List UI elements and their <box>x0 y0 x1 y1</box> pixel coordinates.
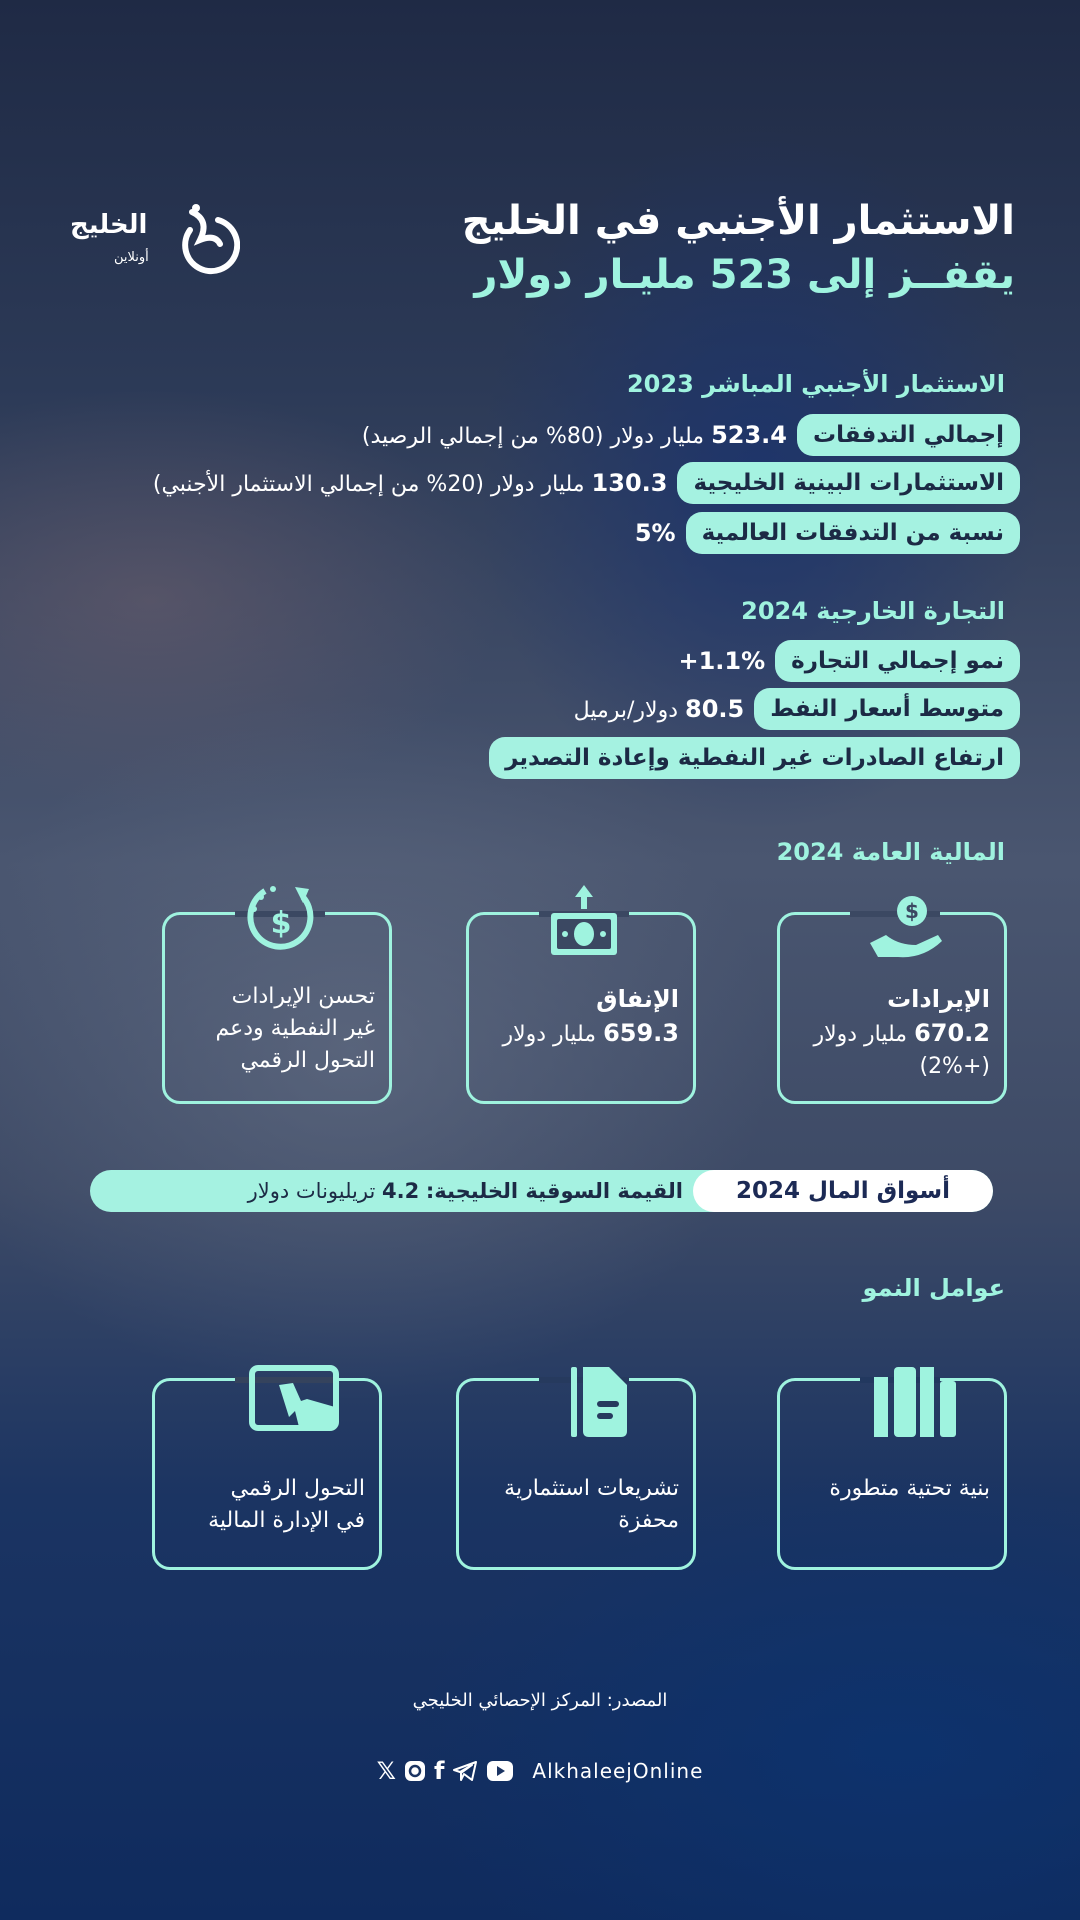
trade-row-label: نمو إجمالي التجارة <box>775 640 1020 682</box>
growth-card <box>456 1378 696 1570</box>
title-line1: الاستثمار الأجنبي في الخليج <box>461 198 1015 244</box>
card-title: الإنفاق <box>596 985 679 1013</box>
market-text <box>248 1170 683 1212</box>
finance-card-spending <box>466 912 696 1104</box>
fdi-row-text: مليار دولار (20% من إجمالي الاستثمار الأجنبي) <box>152 472 585 497</box>
finance-card-text <box>813 983 990 1083</box>
trade-heading: التجارة الخارجية 2024 <box>741 597 1005 625</box>
market-unit: تريليونات دولار <box>247 1179 376 1203</box>
trade-row-label: ارتفاع الصادرات غير النفطية وإعادة التصدير <box>489 737 1020 779</box>
brand-logo <box>70 200 240 280</box>
market-label: أسواق المال 2024 <box>693 1170 993 1212</box>
x-icon[interactable]: 𝕏 <box>376 1757 396 1785</box>
document-icon <box>571 1367 635 1437</box>
trade-row-value: +1.1% <box>678 647 766 675</box>
card-line: محفزة <box>618 1508 679 1533</box>
card-value: 670.2 <box>914 1019 990 1047</box>
fdi-row-value: 523.4 <box>711 421 787 449</box>
growth-card-text <box>829 1473 990 1505</box>
social-bar <box>0 1757 1080 1785</box>
market-text-label: القيمة السوقية الخليجية: <box>425 1179 683 1203</box>
growth-card-text <box>208 1473 365 1537</box>
growth-card-text <box>504 1473 679 1537</box>
card-line: في الإدارة المالية <box>208 1508 365 1533</box>
title-line2: يقفــز إلى 523 مليـار دولار <box>474 252 1015 298</box>
card-title: الإيرادات <box>887 985 990 1013</box>
trade-row <box>678 640 1020 682</box>
trade-row-label: متوسط أسعار النفط <box>754 688 1020 730</box>
card-line: التحول الرقمي <box>240 1048 375 1073</box>
finance-heading: المالية العامة 2024 <box>776 838 1005 866</box>
finance-card-text <box>215 981 375 1077</box>
brand-sub: أونلاين <box>114 250 149 265</box>
card-line: التحول الرقمي <box>230 1476 365 1501</box>
svg-text:$: $ <box>905 899 919 923</box>
card-extra: (+2%) <box>919 1054 990 1079</box>
fdi-row-label: إجمالي التدفقات <box>797 414 1020 456</box>
fdi-row-text: مليار دولار (80% من إجمالي الرصيد) <box>361 424 705 449</box>
finance-card-nonoil <box>162 906 392 1104</box>
fdi-row <box>362 414 1020 456</box>
trade-row <box>489 737 1020 779</box>
svg-text:$: $ <box>270 906 292 941</box>
fdi-row-label: الاستثمارات البينية الخليجية <box>677 462 1020 504</box>
market-bar <box>90 1170 993 1212</box>
dollar-cycle-icon <box>241 879 321 959</box>
fdi-row-value: 5% <box>634 519 676 547</box>
fdi-row-label: نسبة من التدفقات العالمية <box>686 512 1020 554</box>
finance-card-revenue <box>777 899 1007 1104</box>
brand-name: الخليج <box>70 210 148 240</box>
growth-card <box>777 1378 1007 1570</box>
growth-card <box>152 1378 382 1570</box>
card-value: 659.3 <box>603 1019 679 1047</box>
hand-dollar-icon <box>868 895 948 965</box>
telegram-icon[interactable] <box>452 1760 478 1782</box>
card-line: تشريعات استثمارية <box>504 1476 679 1501</box>
tablet-touch-icon <box>249 1365 341 1441</box>
youtube-icon[interactable] <box>486 1760 514 1782</box>
fdi-row-value: 130.3 <box>591 469 668 497</box>
trade-row <box>574 688 1020 730</box>
fdi-heading: الاستثمار الأجنبي المباشر 2023 <box>626 370 1005 398</box>
buildings-icon <box>874 1367 958 1437</box>
trade-row-value: 80.5 <box>685 695 745 723</box>
card-line: بنية تحتية متطورة <box>829 1476 990 1501</box>
instagram-icon[interactable] <box>404 1760 426 1782</box>
facebook-icon[interactable]: f <box>433 1757 445 1785</box>
trade-row-text: دولار/برميل <box>573 698 679 723</box>
growth-heading: عوامل النمو <box>862 1274 1005 1302</box>
card-line: تحسن الإيرادات <box>231 984 375 1009</box>
fdi-row <box>635 512 1020 554</box>
banknote-up-icon <box>547 883 621 959</box>
card-unit: مليار دولار <box>813 1022 908 1047</box>
finance-card-text <box>502 983 679 1051</box>
market-value: 4.2 <box>382 1179 420 1203</box>
logo-mark-icon <box>170 200 240 275</box>
fdi-row <box>153 462 1020 504</box>
card-line: غير النفطية ودعم <box>215 1016 375 1041</box>
source-text: المصدر: المركز الإحصائي الخليجي <box>412 1690 668 1711</box>
social-handle[interactable]: AlkhaleejOnline <box>532 1759 704 1783</box>
card-unit: مليار دولار <box>502 1022 597 1047</box>
